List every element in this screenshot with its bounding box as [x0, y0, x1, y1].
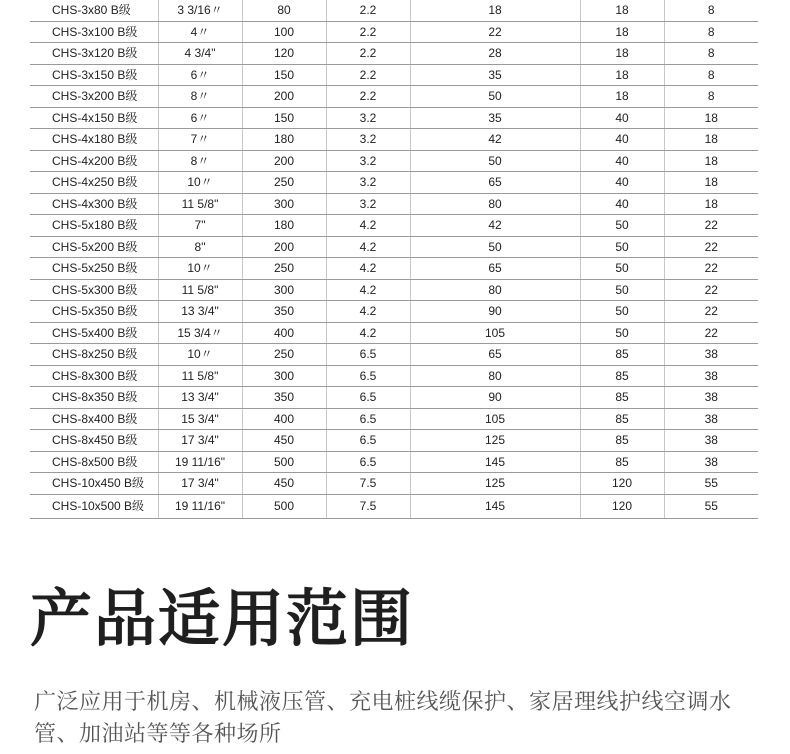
- table-row: [30, 64, 758, 86]
- table-cell: 350: [242, 387, 326, 409]
- table-cell: 85: [580, 430, 664, 452]
- table-row: [30, 451, 758, 473]
- table-cell: 10〃: [158, 258, 242, 280]
- table-cell: 18: [664, 129, 758, 151]
- table-cell: 40: [580, 129, 664, 151]
- table-cell: 6.5: [326, 408, 410, 430]
- table-cell: 145: [410, 494, 580, 518]
- table-cell: 40: [580, 150, 664, 172]
- table-cell: CHS-3x200 B级: [30, 86, 158, 108]
- table-cell: 65: [410, 344, 580, 366]
- table-cell: 38: [664, 387, 758, 409]
- table-row: [30, 129, 758, 151]
- table-cell: 180: [242, 215, 326, 237]
- table-row: [30, 387, 758, 409]
- table-cell: 200: [242, 236, 326, 258]
- table-cell: 18: [664, 150, 758, 172]
- table-row: [30, 0, 758, 21]
- table-cell: 85: [580, 387, 664, 409]
- table-row: [30, 150, 758, 172]
- table-cell: 40: [580, 172, 664, 194]
- table-cell: 500: [242, 451, 326, 473]
- table-cell: 120: [242, 43, 326, 65]
- table-cell: 50: [580, 279, 664, 301]
- table-cell: 90: [410, 387, 580, 409]
- table-cell: 13 3/4": [158, 387, 242, 409]
- table-cell: 8: [664, 0, 758, 21]
- table-cell: 120: [580, 494, 664, 518]
- table-cell: 250: [242, 258, 326, 280]
- table-cell: CHS-8x400 B级: [30, 408, 158, 430]
- table-cell: 38: [664, 365, 758, 387]
- table-cell: 11 5/8": [158, 365, 242, 387]
- section-title: 产品适用范围: [30, 585, 415, 654]
- table-cell: 4.2: [326, 258, 410, 280]
- table-cell: 8: [664, 86, 758, 108]
- table-cell: 18: [580, 0, 664, 21]
- table-cell: 4.2: [326, 236, 410, 258]
- table-cell: CHS-8x500 B级: [30, 451, 158, 473]
- table-cell: 38: [664, 408, 758, 430]
- table-cell: 6.5: [326, 365, 410, 387]
- table-cell: 22: [664, 322, 758, 344]
- table-cell: CHS-5x400 B级: [30, 322, 158, 344]
- table-cell: CHS-10x500 B级: [30, 494, 158, 518]
- table-cell: 125: [410, 473, 580, 495]
- table-cell: 50: [410, 86, 580, 108]
- table-cell: 8: [664, 64, 758, 86]
- table-cell: 8〃: [158, 86, 242, 108]
- table-cell: 50: [580, 215, 664, 237]
- table-cell: 150: [242, 107, 326, 129]
- table-cell: 22: [664, 258, 758, 280]
- table-row: [30, 258, 758, 280]
- table-cell: 6.5: [326, 430, 410, 452]
- table-cell: 145: [410, 451, 580, 473]
- table-cell: 18: [664, 107, 758, 129]
- table-cell: 4.2: [326, 279, 410, 301]
- table-cell: CHS-5x250 B级: [30, 258, 158, 280]
- table-row: [30, 107, 758, 129]
- table-cell: 8〃: [158, 150, 242, 172]
- table-cell: 85: [580, 365, 664, 387]
- table-cell: 200: [242, 86, 326, 108]
- table-cell: 10〃: [158, 344, 242, 366]
- table-cell: 4 3/4": [158, 43, 242, 65]
- table-cell: 55: [664, 473, 758, 495]
- table-cell: 22: [664, 215, 758, 237]
- table-cell: 300: [242, 365, 326, 387]
- table-cell: 38: [664, 430, 758, 452]
- table-cell: 8": [158, 236, 242, 258]
- table-cell: CHS-8x450 B级: [30, 430, 158, 452]
- table-cell: 50: [410, 236, 580, 258]
- table-cell: 13 3/4": [158, 301, 242, 323]
- table-cell: 105: [410, 322, 580, 344]
- table-cell: CHS-3x120 B级: [30, 43, 158, 65]
- table-row: [30, 473, 758, 495]
- table-cell: 22: [664, 279, 758, 301]
- table-cell: CHS-3x100 B级: [30, 21, 158, 43]
- table-cell: 65: [410, 258, 580, 280]
- table-row: [30, 494, 758, 518]
- table-cell: CHS-8x350 B级: [30, 387, 158, 409]
- table-cell: 400: [242, 322, 326, 344]
- table-row: [30, 21, 758, 43]
- table-cell: CHS-5x300 B级: [30, 279, 158, 301]
- table-cell: 18: [664, 172, 758, 194]
- table-cell: CHS-4x150 B级: [30, 107, 158, 129]
- table-cell: 35: [410, 64, 580, 86]
- table-cell: 19 11/16": [158, 494, 242, 518]
- table-cell: CHS-5x180 B级: [30, 215, 158, 237]
- table-cell: 80: [410, 193, 580, 215]
- table-cell: 40: [580, 107, 664, 129]
- table-cell: 40: [580, 193, 664, 215]
- spec-table-body: [30, 0, 758, 518]
- table-cell: CHS-5x200 B级: [30, 236, 158, 258]
- table-cell: 200: [242, 150, 326, 172]
- table-cell: 42: [410, 215, 580, 237]
- table-cell: 6.5: [326, 451, 410, 473]
- table-cell: 105: [410, 408, 580, 430]
- table-cell: 3 3/16〃: [158, 0, 242, 21]
- table-cell: 80: [242, 0, 326, 21]
- table-cell: 80: [410, 365, 580, 387]
- table-cell: 2.2: [326, 0, 410, 21]
- table-cell: 4〃: [158, 21, 242, 43]
- table-cell: 17 3/4": [158, 430, 242, 452]
- table-cell: 22: [664, 301, 758, 323]
- table-cell: 100: [242, 21, 326, 43]
- table-cell: 7": [158, 215, 242, 237]
- table-cell: 18: [580, 86, 664, 108]
- table-cell: 18: [580, 43, 664, 65]
- table-cell: 180: [242, 129, 326, 151]
- table-cell: 11 5/8": [158, 193, 242, 215]
- table-cell: 6.5: [326, 344, 410, 366]
- table-cell: CHS-10x450 B级: [30, 473, 158, 495]
- table-cell: 250: [242, 172, 326, 194]
- table-cell: 450: [242, 473, 326, 495]
- table-row: [30, 236, 758, 258]
- table-cell: 17 3/4": [158, 473, 242, 495]
- table-cell: 120: [580, 473, 664, 495]
- table-cell: 2.2: [326, 64, 410, 86]
- table-cell: 250: [242, 344, 326, 366]
- table-cell: 3.2: [326, 150, 410, 172]
- table-cell: 2.2: [326, 21, 410, 43]
- table-cell: 19 11/16": [158, 451, 242, 473]
- table-cell: 8: [664, 21, 758, 43]
- table-cell: 7〃: [158, 129, 242, 151]
- table-cell: 400: [242, 408, 326, 430]
- table-cell: 50: [580, 301, 664, 323]
- table-row: [30, 43, 758, 65]
- table-cell: 6.5: [326, 387, 410, 409]
- table-row: [30, 215, 758, 237]
- table-cell: 7.5: [326, 494, 410, 518]
- table-row: [30, 172, 758, 194]
- table-row: [30, 344, 758, 366]
- table-cell: 22: [664, 236, 758, 258]
- table-cell: 28: [410, 43, 580, 65]
- table-cell: 42: [410, 129, 580, 151]
- table-row: [30, 301, 758, 323]
- table-row: [30, 322, 758, 344]
- table-cell: 85: [580, 344, 664, 366]
- table-cell: 8: [664, 43, 758, 65]
- table-cell: 4.2: [326, 215, 410, 237]
- table-cell: 85: [580, 451, 664, 473]
- table-cell: 38: [664, 344, 758, 366]
- table-cell: CHS-8x300 B级: [30, 365, 158, 387]
- table-cell: CHS-5x350 B级: [30, 301, 158, 323]
- table-cell: 2.2: [326, 43, 410, 65]
- table-cell: CHS-3x80 B级: [30, 0, 158, 21]
- table-cell: 50: [580, 322, 664, 344]
- table-cell: 35: [410, 107, 580, 129]
- table-cell: 10〃: [158, 172, 242, 194]
- table-cell: 300: [242, 279, 326, 301]
- table-cell: 80: [410, 279, 580, 301]
- table-cell: 350: [242, 301, 326, 323]
- table-row: [30, 86, 758, 108]
- table-cell: 15 3/4": [158, 408, 242, 430]
- section-description: 广泛应用于机房、机械液压管、充电桩线缆保护、家居理线护线空调水管、加油站等等各种场所: [34, 689, 732, 746]
- table-cell: 4.2: [326, 301, 410, 323]
- table-cell: 22: [410, 21, 580, 43]
- table-cell: 125: [410, 430, 580, 452]
- table-cell: 18: [580, 64, 664, 86]
- table-cell: 2.2: [326, 86, 410, 108]
- table-cell: 50: [580, 258, 664, 280]
- table-cell: 55: [664, 494, 758, 518]
- table-cell: 3.2: [326, 107, 410, 129]
- table-cell: CHS-8x250 B级: [30, 344, 158, 366]
- table-row: [30, 279, 758, 301]
- table-row: [30, 193, 758, 215]
- table-cell: 450: [242, 430, 326, 452]
- table-cell: 300: [242, 193, 326, 215]
- table-cell: 18: [410, 0, 580, 21]
- table-cell: CHS-4x250 B级: [30, 172, 158, 194]
- table-row: [30, 408, 758, 430]
- table-row: [30, 430, 758, 452]
- table-cell: 38: [664, 451, 758, 473]
- table-cell: 150: [242, 64, 326, 86]
- spec-table: [30, 0, 758, 519]
- table-cell: 18: [664, 193, 758, 215]
- table-cell: 90: [410, 301, 580, 323]
- table-cell: 65: [410, 172, 580, 194]
- table-cell: 15 3/4〃: [158, 322, 242, 344]
- table-cell: 6〃: [158, 107, 242, 129]
- table-cell: 7.5: [326, 473, 410, 495]
- table-cell: 85: [580, 408, 664, 430]
- table-cell: 50: [410, 150, 580, 172]
- table-row: [30, 365, 758, 387]
- table-cell: 50: [580, 236, 664, 258]
- table-cell: 500: [242, 494, 326, 518]
- table-cell: 3.2: [326, 193, 410, 215]
- table-cell: 4.2: [326, 322, 410, 344]
- table-cell: 3.2: [326, 129, 410, 151]
- table-cell: CHS-3x150 B级: [30, 64, 158, 86]
- table-cell: 6〃: [158, 64, 242, 86]
- table-cell: 3.2: [326, 172, 410, 194]
- table-cell: CHS-4x180 B级: [30, 129, 158, 151]
- table-cell: 11 5/8": [158, 279, 242, 301]
- table-cell: 18: [580, 21, 664, 43]
- table-cell: CHS-4x300 B级: [30, 193, 158, 215]
- table-cell: CHS-4x200 B级: [30, 150, 158, 172]
